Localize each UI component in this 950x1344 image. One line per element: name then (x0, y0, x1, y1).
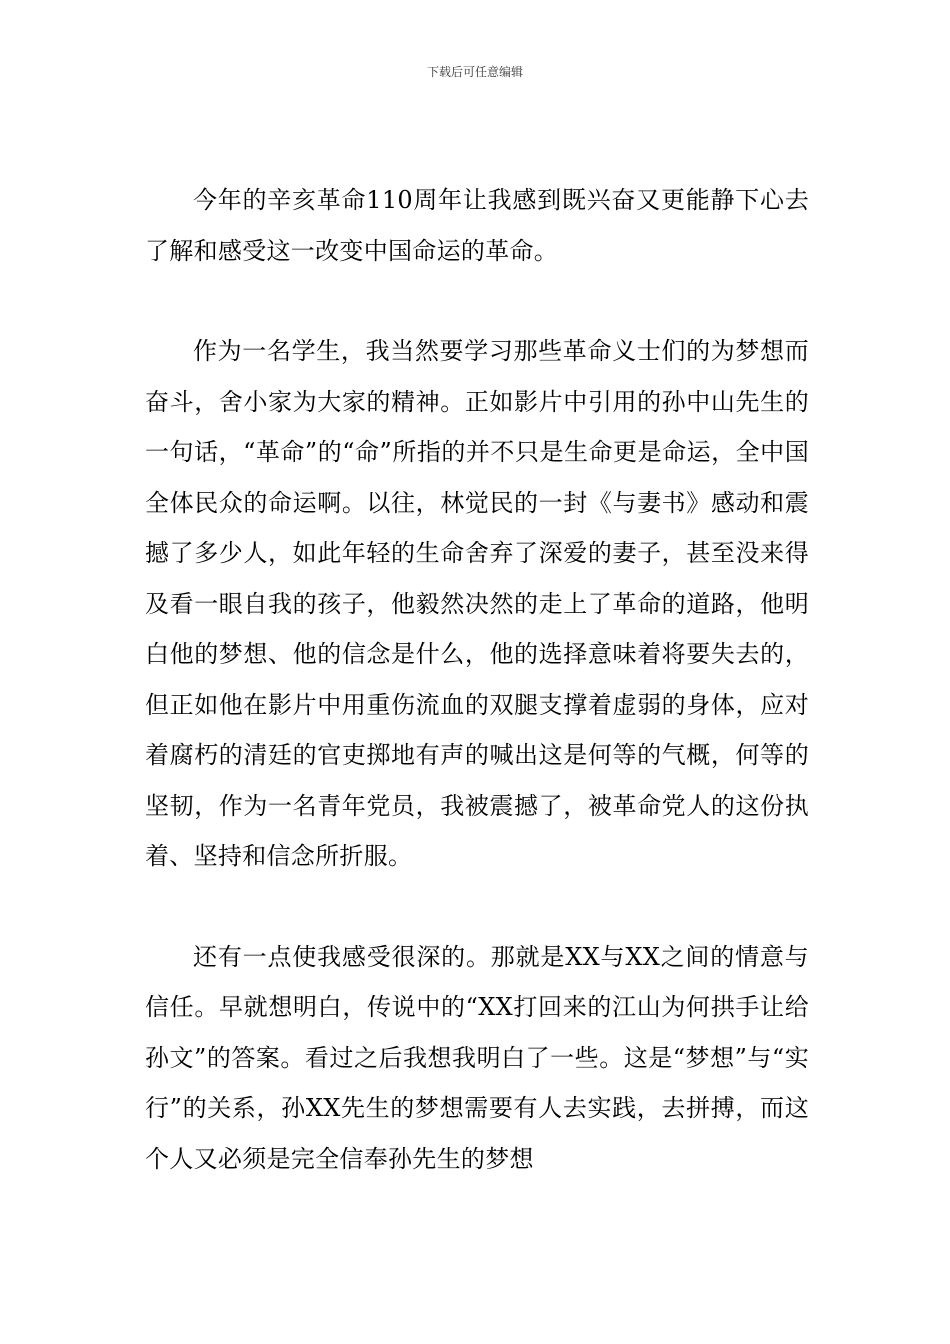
page-header: 下载后可任意编辑 (426, 65, 523, 79)
paragraph-1: 今年的辛亥革命110周年让我感到既兴奋又更能静下心去了解和感受这一改变中国命运的革命。 (145, 186, 809, 265)
paragraph-3: 还有一点使我感受很深的。那就是XX与XX之间的情意与信任。早就想明白，传说中的“XX打回来的江山为何拱手让给孙文”的答案。看过之后我想我明白了一些。这是“梦想”与“实行”的关系，孙XX先生的梦想需要有人去实践，去拼搏，而这个人又必须是完全信奉孙先生的梦想 (145, 942, 809, 1173)
document-body (145, 175, 809, 1184)
paragraph-2: 作为一名学生，我当然要学习那些革命义士们的为梦想而奋斗，舍小家为大家的精神。正如影片中引用的孙中山先生的一句话，“革命”的“命”所指的并不只是生命更是命运，全中国全体民众的命运啊。以往，林觉民的一封《与妻书》感动和震撼了多少人，如此年轻的生命舍弃了深爱的妻子，甚至没来得及看一眼自我的孩子，他毅然决然的走上了革命的道路，他明白他的梦想、他的信念是什么，他的选择意味着将要失去的，但正如他在影片中用重伤流血的双腿支撑着虚弱的身体，应对着腐朽的清廷的官吏掷地有声的喊出这是何等的气概，何等的坚韧，作为一名青年党员，我被震撼了，被革命党人的这份执着、坚持和信念所折服。 (145, 337, 809, 870)
